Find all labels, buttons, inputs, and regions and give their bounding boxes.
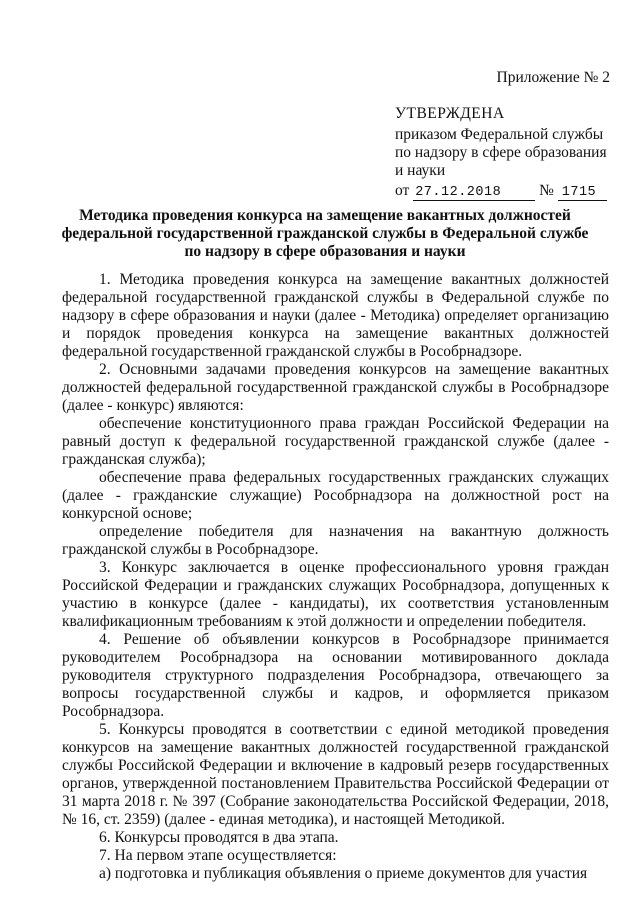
paragraph: определение победителя для назначения на вакантную должность гражданской службы в Рособрнадзоре. [62, 523, 609, 558]
date-prefix: от [395, 182, 410, 199]
order-line: по надзору в сфере образования [395, 144, 607, 161]
title-line: по надзору в сфере образования и науки [184, 243, 466, 260]
document-body [62, 271, 609, 883]
order-date: 27.12.2018 [413, 185, 535, 201]
title-line: федеральной государственной гражданской службы в Федеральной службе [61, 225, 589, 242]
paragraph: а) подготовка и публикация объявления о приеме документов для участия [99, 865, 588, 882]
approval-block [395, 105, 620, 201]
number-prefix: № [539, 182, 554, 199]
order-line: приказом Федеральной службы [395, 126, 604, 143]
paragraph: 4. Решение об объявлении конкурсов в Рособрнадзоре принимается руководителем Рособрнадзора на основании мотивированного доклада руководителя структурного подразделения Рособрнадзора, отвечающего за вопросы государственной службы и кадров, и оформляется приказом Рособрнадзора. [62, 631, 609, 720]
order-line: и науки [395, 162, 446, 179]
order-date-number-line [395, 182, 620, 201]
document-title [40, 207, 610, 261]
order-number: 1715 [558, 185, 607, 201]
paragraph: 2. Основными задачами проведения конкурсов на замещение вакантных должностей федеральной государственной гражданской службы в Рособрнадзоре (далее - конкурс) являются: [62, 361, 609, 414]
title-line: Методика проведения конкурса на замещение вакантных должностей [79, 207, 571, 224]
paragraph: обеспечение права федеральных государственных гражданских служащих (далее - гражданские служащие) Рособрнадзора на должностной рост на конкурсной основе; [62, 469, 609, 522]
paragraph: 7. На первом этапе осуществляется: [99, 847, 337, 864]
paragraph: обеспечение конституционного права граждан Российской Федерации на равный доступ к федеральной государственной гражданской службе (далее - гражданская служба); [62, 415, 609, 468]
appendix-label: Приложение № 2 [496, 69, 610, 86]
paragraph: 5. Конкурсы проводятся в соответствии с единой методикой проведения конкурсов на замещение вакантных должностей государственной гражданской службы Российской Федерации и включение в кадровый резерв государственных органов, утвержденной постановлением Правительства Российской Федерации от 31 марта 2018 г. № 397 (Собрание законодательства Российской Федерации, 2018, № 16, ст. 2359) (далее - единая методика), и настоящей Методикой. [62, 721, 609, 828]
paragraph: 1. Методика проведения конкурса на замещение вакантных должностей федеральной государственной гражданской службы в Федеральной службе по надзору в сфере образования и науки (далее - Методика) определяет организацию и порядок проведения конкурса на замещение вакантных должностей федеральной государственной гражданской службы в Рособрнадзоре. [62, 271, 609, 360]
paragraph: 6. Конкурсы проводятся в два этапа. [99, 829, 339, 846]
paragraph: 3. Конкурс заключается в оценке профессионального уровня граждан Российской Федерации и гражданских служащих Рособрнадзора, допущенных к участию в конкурсе (далее - кандидаты), их соответствия установленным квалификационным требованиям к этой должности и определении победителя. [62, 559, 609, 630]
approval-heading: УТВЕРЖДЕНА [395, 105, 505, 122]
